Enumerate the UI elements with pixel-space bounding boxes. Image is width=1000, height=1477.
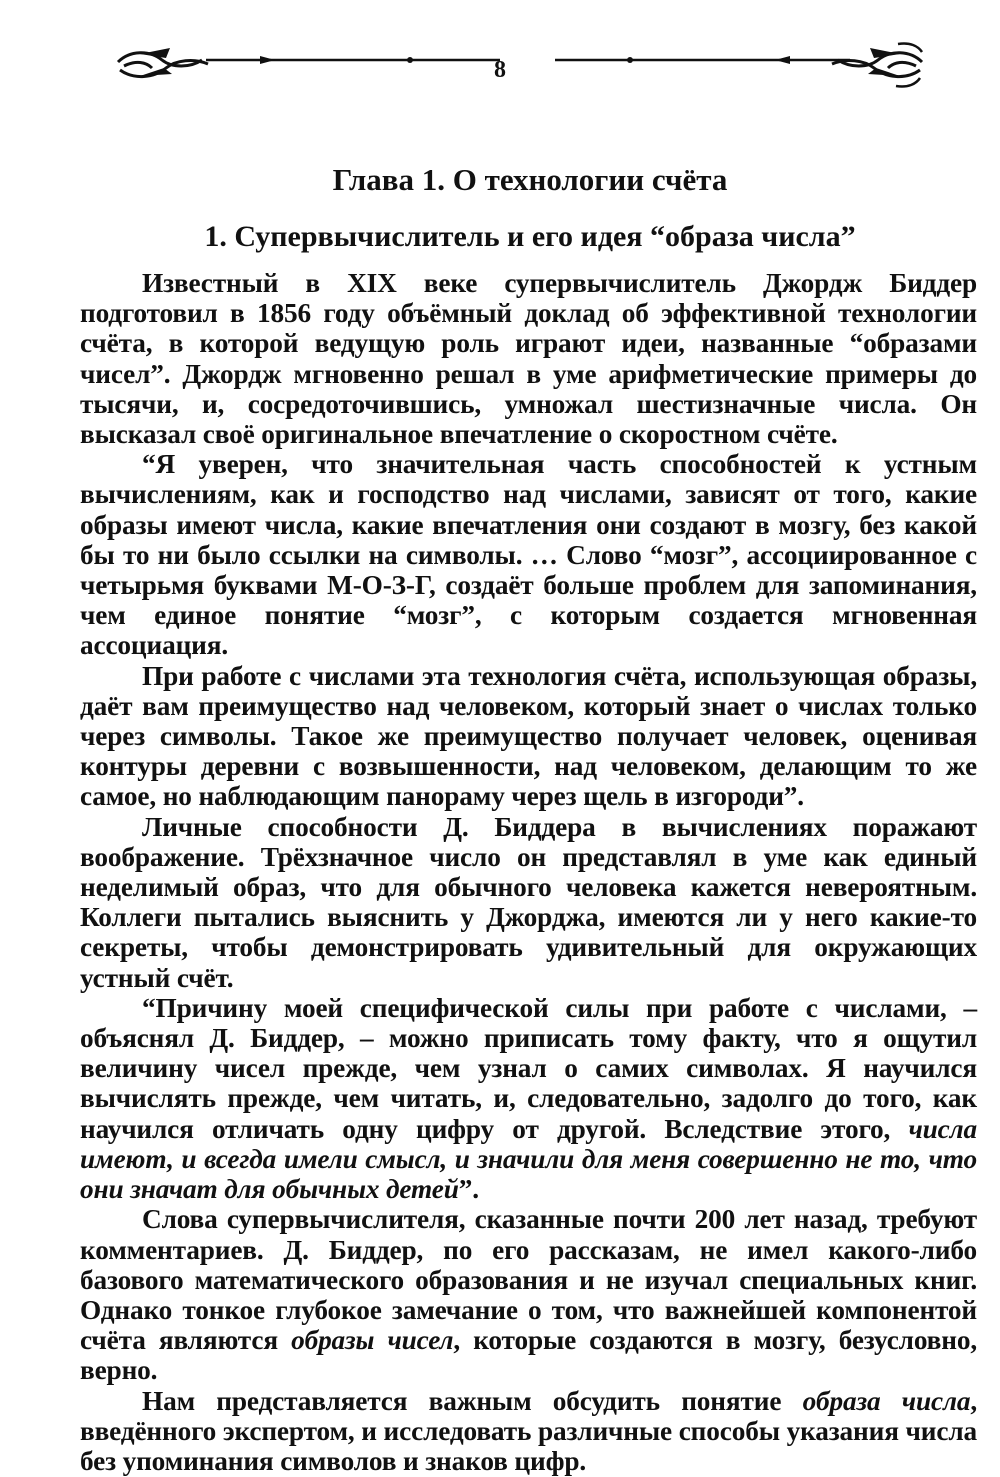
italic-text: образа числа	[802, 1385, 971, 1416]
italic-text: образы чисел	[291, 1325, 454, 1356]
text-run: Известный в XIX веке супервычислитель Джордж Биддер подготовил в 1856 году объёмный доклад об эффективной технологии счёта, в которой ведущую роль играют идеи, названные “образами чисел”. Джордж мгновенно решал в уме арифметические примеры до тысячи, и, сосредоточившись, умножал шестизначные числа. Он высказал своё оригинальное впечатление о скоростном счёте.	[80, 268, 977, 450]
text-run: При работе с числами эта технология счёта, использующая образы, даёт вам преимущество над человеком, который знает о числах только через символы. Такое же преимущество получает человек, оценивая контуры деревни с возвышенности, над человеком, делающим то же самое, но наблюдающим панораму через щель в изгороди”.	[80, 660, 977, 812]
text-run: ”.	[458, 1174, 479, 1205]
section-title: 1. Супервычислитель и его идея “образа числа”	[204, 220, 856, 253]
text-run: Слова супервычислителя, сказанные почти 200 лет назад, требуют комментариев. Д. Биддер, по его рассказам, не имел какого-либо базового математического образования и не изучал специальных книг. Однако тонкое глубокое замечание о том, что важнейшей компонентой счёта являются	[80, 1204, 977, 1356]
chapter-title: Глава 1. О технологии счёта	[332, 162, 728, 197]
text-run: “Причину моей специфической силы при работе с числами, – объяснял Д. Биддер, – можно приписать тому факту, что я ощутил величину чисел прежде, чем узнал о самих символах. Я научился вычислять прежде, чем читать, и, следовательно, задолго до того, как научился отличать одну цифру от другой. Вследствие этого,	[80, 992, 977, 1144]
paragraph	[80, 812, 977, 993]
text-run: , которые создаются в мозгу, безусловно, верно.	[80, 1325, 977, 1386]
text-run: Нам представляется важным обсудить понятие	[142, 1385, 803, 1416]
text-run: “Я уверен, что значительная часть способностей к устным вычислениям, как и господство над числами, зависят от того, какие образы имеют числа, какие впечатления они создают в мозгу, без какой бы то ни было ссылки на символы. … Слово “мозг”, ассоциированное с четырьмя буквами М-О-З-Г, создаёт больше проблем для запоминания, чем единое понятие “мозг”, с которым создается мгновенная ассоциация.	[80, 449, 977, 661]
page-number: 8	[494, 57, 506, 83]
paragraph	[80, 661, 977, 812]
paragraph	[80, 449, 977, 660]
paragraph	[80, 993, 977, 1204]
paragraph	[80, 1204, 977, 1385]
italic-text: числа имеют, и всегда имели смысл, и значили для меня совершенно не то, что они значат для обычных детей	[80, 1113, 977, 1205]
body-text	[80, 268, 977, 1476]
text-run: , введённого экспертом, и исследовать различные способы указания числа без упоминания символов и знаков цифр.	[80, 1385, 978, 1476]
text-run: Личные способности Д. Биддера в вычислениях поражают воображение. Трёхзначное число он представлял в уме как единый неделимый образ, что для обычного человека кажется невероятным. Коллеги пытались выяснить у Джорджа, имеются ли у него какие-то секреты, чтобы демонстрировать удивительный для окружающих устный счёт.	[80, 811, 977, 993]
paragraph	[80, 1386, 977, 1477]
paragraph	[80, 268, 977, 449]
